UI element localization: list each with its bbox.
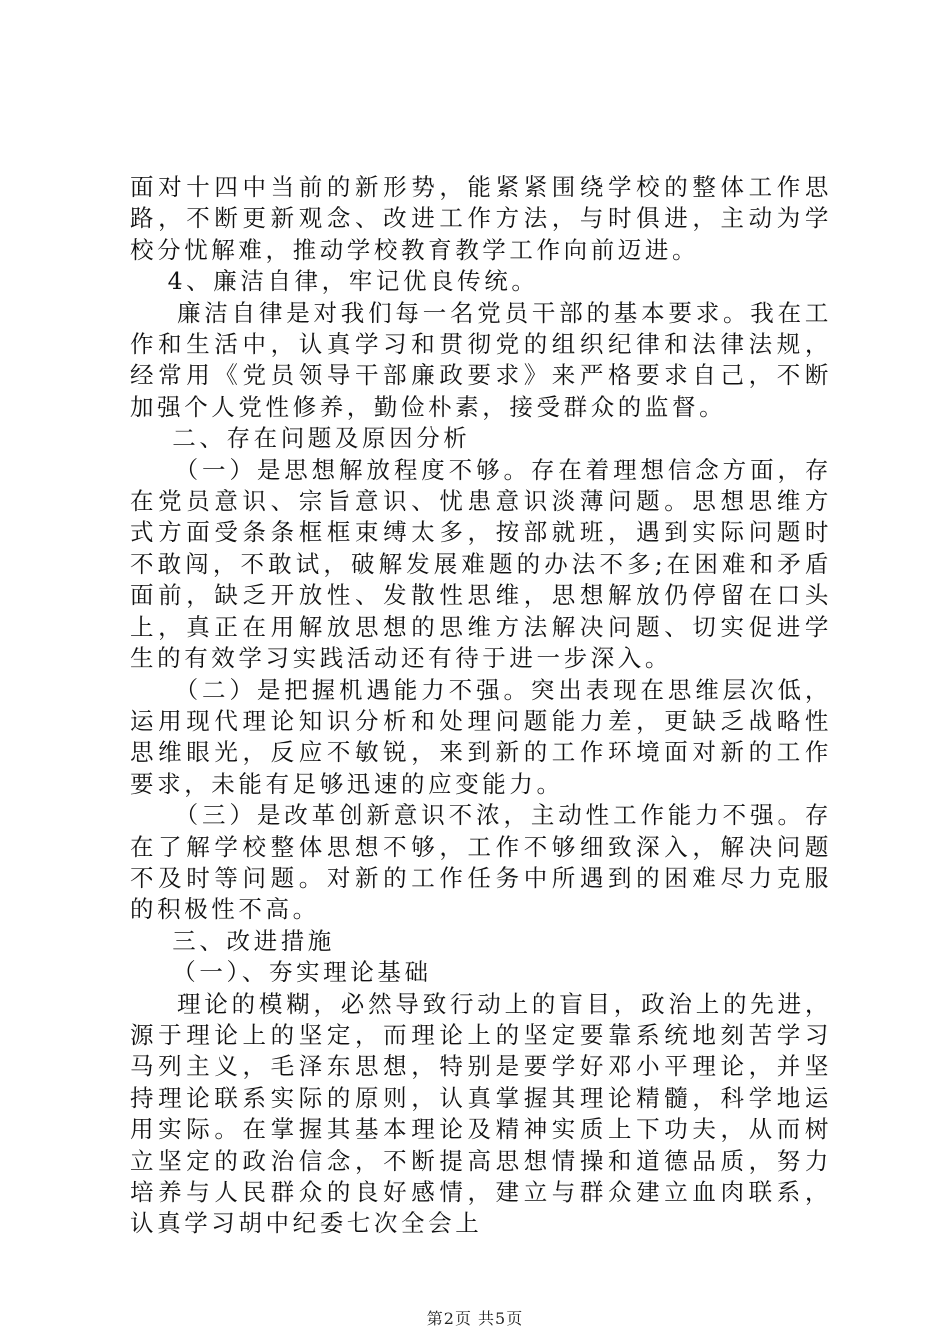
subsection-heading-1: （一）、夯实理论基础 — [172, 958, 432, 987]
paragraph-1: 面对十四中当前的新形势，能紧紧围绕学校的整体工作思路，不断更新观念、改进工作方法，与时俱进，主动为学校分忧解难，推动学校教育教学工作向前迈进。 — [130, 173, 832, 264]
paragraph-2-heading: 4、廉洁自律，牢记优良传统。 — [167, 267, 539, 296]
paragraph-theory: 理论的模糊，必然导致行动上的盲目，政治上的先进，源于理论上的坚定，而理论上的坚定要靠系统地刻苦学习马列主义，毛泽东思想，特别是要学好邓小平理论，并坚持理论联系实际的原则，认真掌握其理论精髓，科学地运用实际。在掌握其基本理论及精神实质上下功夫，从而树立坚定的政治信念，不断提高思想情操和道德品质，努力培养与人民群众的良好感情，建立与群众建立血肉联系，认真学习胡中纪委七次全会上 — [130, 989, 832, 1238]
document-body — [130, 172, 832, 1240]
paragraph-problem-1: （一）是思想解放程度不够。存在着理想信念方面，存在党员意识、宗旨意识、忧患意识淡薄问题。思想思维方式方面受条条框框束缚太多，按部就班，遇到实际问题时不敢闯，不敢试，破解发展难题的办法不多;在困难和矛盾面前，缺乏开放性、发散性思维，思想解放仍停留在口头上，真正在用解放思想的思维方法解决问题、切实促进学生的有效学习实践活动还有待于进一步深入。 — [130, 455, 832, 673]
paragraph-problem-2: （二）是把握机遇能力不强。突出表现在思维层次低，运用现代理论知识分析和处理问题能力差，更缺乏战略性思维眼光，反应不敏锐，来到新的工作环境面对新的工作要求，未能有足够迅速的应变能力。 — [130, 675, 832, 798]
page-footer: 第2页 共5页 — [426, 1309, 524, 1328]
section-heading-2: 二、存在问题及原因分析 — [172, 424, 471, 453]
section-heading-3: 三、改进措施 — [172, 926, 335, 955]
paragraph-problem-3: （三）是改革创新意识不浓，主动性工作能力不强。存在了解学校整体思想不够，工作不够细致深入，解决问题不及时等问题。对新的工作任务中所遇到的困难尽力克服的积极性不高。 — [130, 801, 832, 924]
paragraph-3: 廉洁自律是对我们每一名党员干部的基本要求。我在工作和生活中，认真学习和贯彻党的组织纪律和法律法规，经常用《党员领导干部廉政要求》来严格要求自己，不断加强个人党性修养，勤俭朴素，接受群众的监督。 — [130, 298, 832, 421]
